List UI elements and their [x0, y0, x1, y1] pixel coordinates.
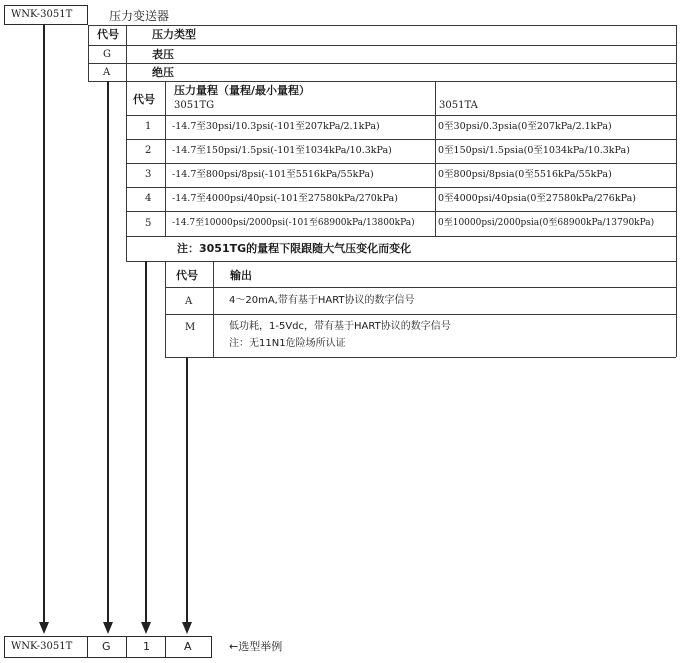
rg-line-4 [126, 211, 676, 212]
rg-left-border [126, 81, 127, 261]
rg-col-sep [435, 81, 436, 236]
model-label-top: WNK-3051T [11, 9, 73, 20]
pt-code-sep [126, 25, 127, 81]
pt-label-gauge: 表压 [152, 48, 174, 61]
out-code-a: A [185, 296, 193, 307]
example-label: ←选型举例 [229, 640, 283, 653]
connector-range [145, 261, 147, 623]
pt-right-border [676, 25, 677, 81]
arrow-range-icon [141, 622, 151, 634]
rg-tg-2: -14.7至150psi/1.5psi(-101至1034kPa/10.3kPa) [172, 145, 392, 156]
rg-header-code: 代号 [133, 93, 155, 106]
rg-tg-4: -14.7至4000psi/40psi(-101至27580kPa/270kPa) [172, 193, 398, 204]
pt-left-border [88, 25, 89, 81]
rg-ta-1: 0至30psi/0.3psia(0至207kPa/2.1kPa) [438, 121, 612, 132]
rg-tg-1: -14.7至30psi/10.3psi(-101至207kPa/2.1kPa) [172, 121, 380, 132]
rg-line-header [126, 115, 676, 116]
rg-line-5 [126, 236, 676, 237]
example-output: A [184, 640, 192, 653]
arrow-model-icon [39, 622, 49, 634]
rg-tg-5: -14.7至10000psi/2000psi(-101至68900kPa/13800kPa) [172, 218, 415, 228]
out-label-m: 低功耗，1-5Vdc，带有基于HART协议的数字信号 [229, 321, 451, 332]
rg-code-2: 2 [145, 145, 152, 156]
rg-code-5: 5 [145, 218, 152, 229]
arrow-pressure-type-icon [103, 622, 113, 634]
out-left-border [165, 261, 166, 357]
rg-code-sep [165, 81, 166, 236]
rg-ta-5: 0至10000psi/2000psia(0至68900kPa/13790kPa) [438, 218, 655, 228]
pt-label-absolute: 绝压 [152, 66, 174, 79]
connector-output [186, 357, 188, 623]
pt-line-3 [88, 81, 676, 82]
pt-header-title: 压力类型 [152, 28, 196, 41]
out-line-header [165, 287, 676, 288]
out-line-1 [165, 314, 676, 315]
rg-tg-3: -14.7至800psi/8psi(-101至5516kPa/55kPa) [172, 169, 374, 180]
rg-right-border [676, 81, 677, 261]
rg-code-3: 3 [145, 169, 152, 180]
arrow-output-icon [182, 622, 192, 634]
rg-code-4: 4 [145, 193, 152, 204]
out-note-m: 注：无11N1危险场所认证 [229, 338, 346, 349]
connector-pressure-type [107, 81, 109, 623]
rg-ta-2: 0至150psi/1.5psia(0至1034kPa/10.3kPa) [438, 145, 630, 156]
top-row-line [88, 25, 676, 26]
rg-line-2 [126, 163, 676, 164]
connector-model [43, 25, 45, 623]
example-pressure-type: G [102, 640, 111, 653]
rg-line-1 [126, 139, 676, 140]
rg-header-title: 压力量程（量程/最小量程） [174, 84, 311, 97]
rg-code-1: 1 [145, 121, 152, 132]
pt-code-a: A [103, 67, 111, 78]
rg-col-ta: 3051TA [439, 100, 478, 111]
pt-line-2 [88, 63, 676, 64]
example-model: WNK-3051T [11, 641, 73, 652]
rg-ta-4: 0至4000psi/40psia(0至27580kPa/276kPa) [438, 193, 636, 204]
rg-line-note [126, 261, 676, 262]
out-header-title: 输出 [230, 269, 252, 282]
out-header-code: 代号 [176, 269, 198, 282]
out-line-2 [165, 357, 676, 358]
out-code-sep [213, 261, 214, 357]
rg-col-tg: 3051TG [174, 100, 215, 111]
pt-header-code: 代号 [97, 28, 119, 41]
example-range: 1 [143, 640, 150, 653]
pt-code-g: G [103, 49, 111, 60]
out-code-m: M [185, 322, 196, 333]
out-right-border [676, 261, 677, 357]
rg-note: 注：3051TG的量程下限跟随大气压变化而变化 [177, 242, 412, 255]
rg-line-3 [126, 187, 676, 188]
pt-line-1 [88, 45, 676, 46]
out-label-a: 4～20mA,带有基于HART协议的数字信号 [229, 295, 415, 306]
section-title: 压力变送器 [109, 9, 170, 23]
rg-ta-3: 0至800psi/8psia(0至5516kPa/55kPa) [438, 169, 612, 180]
